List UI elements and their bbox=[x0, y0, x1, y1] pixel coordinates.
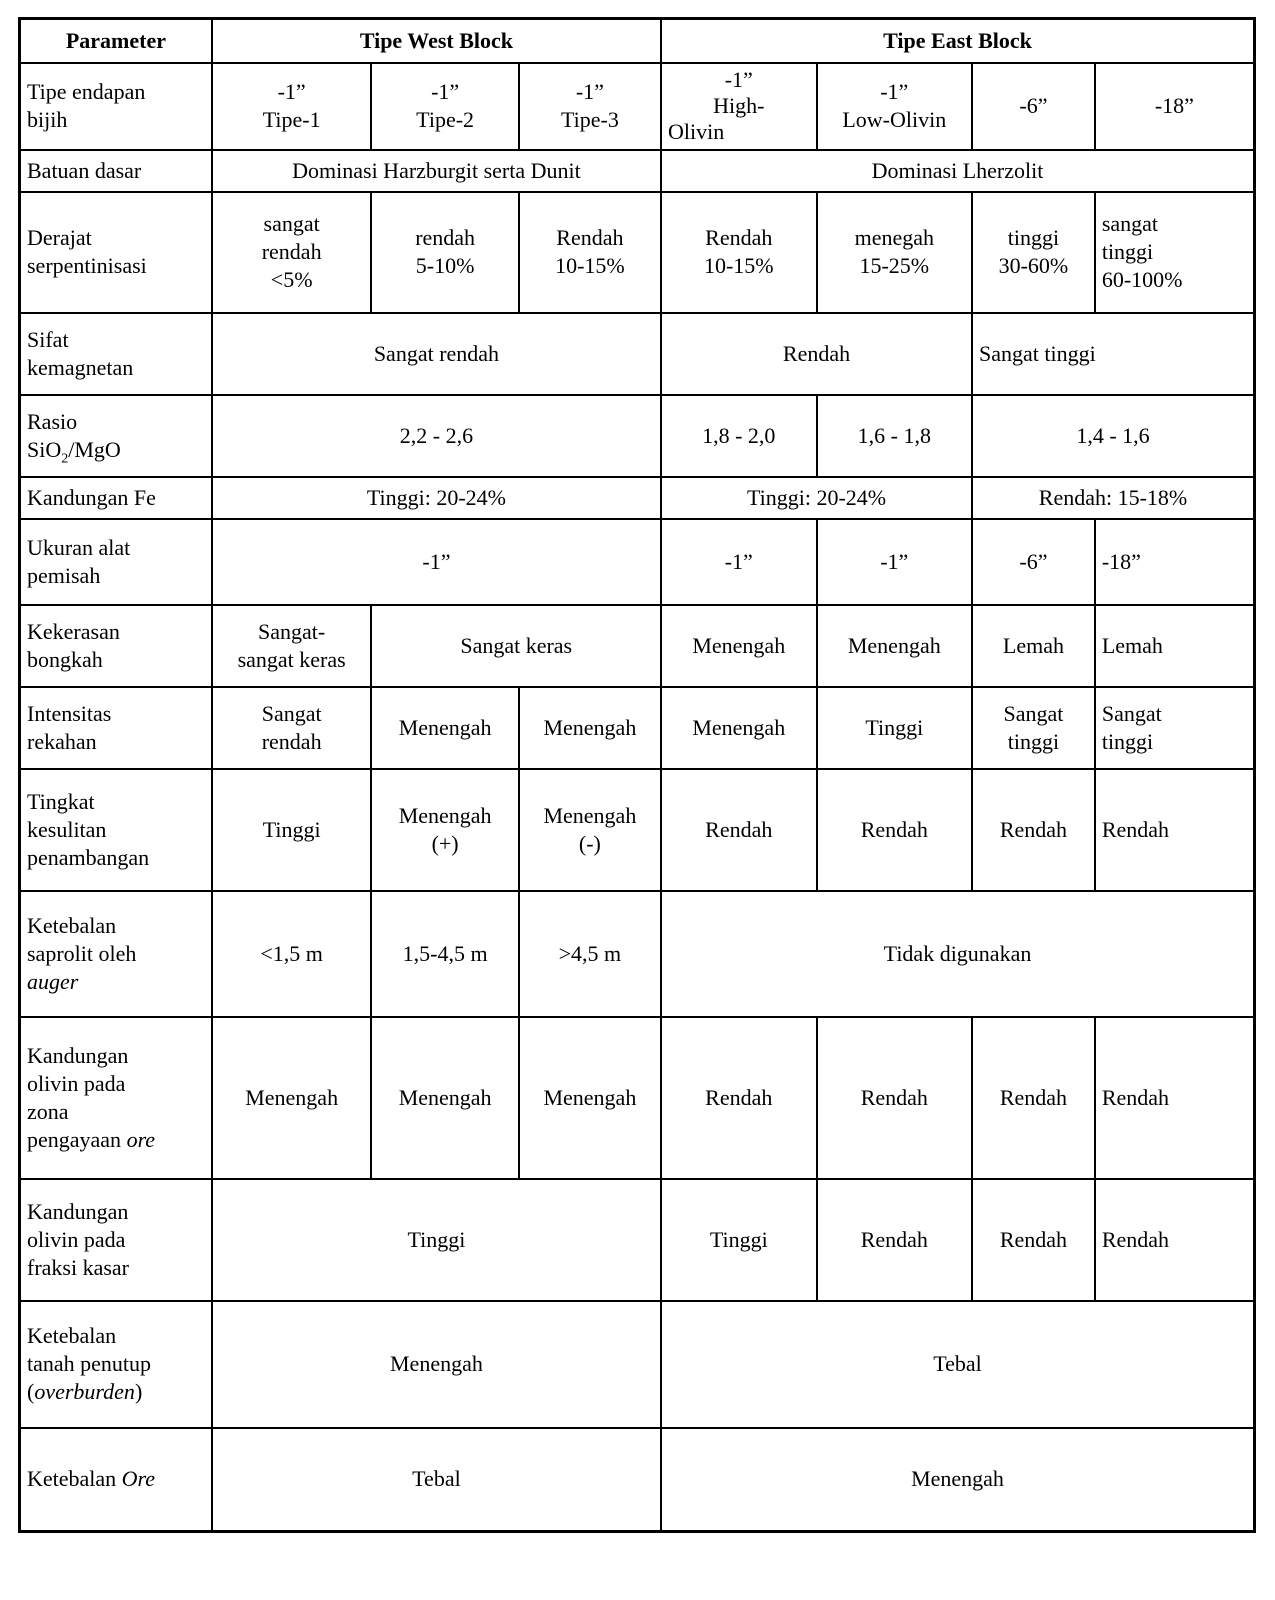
param-label: Ketebalan saprolit oleh auger bbox=[20, 891, 212, 1017]
cell-west-1: Sangat rendah bbox=[212, 687, 372, 769]
cell-west-2: Menengah bbox=[371, 687, 518, 769]
row-kandungan-fe bbox=[20, 477, 1255, 519]
cell-east-1: 1,8 - 2,0 bbox=[661, 395, 817, 477]
cell-east-1: Menengah bbox=[661, 605, 817, 687]
cell-west-2: 1,5-4,5 m bbox=[371, 891, 518, 1017]
cell-west-1: <1,5 m bbox=[212, 891, 372, 1017]
cell-east-3: Rendah bbox=[972, 769, 1095, 891]
cell-east-1: -1” bbox=[661, 519, 817, 605]
header-row bbox=[20, 19, 1255, 63]
row-serpentinisasi bbox=[20, 192, 1255, 313]
cell-east-2: -1” bbox=[817, 519, 973, 605]
cell-east-1: Menengah bbox=[661, 687, 817, 769]
header-west-block: Tipe West Block bbox=[212, 19, 661, 63]
cell-east-4: Rendah bbox=[1095, 1179, 1255, 1301]
cell-east-3: -6” bbox=[972, 519, 1095, 605]
cell-west-3: Rendah 10-15% bbox=[519, 192, 661, 313]
param-label: Kekerasan bongkah bbox=[20, 605, 212, 687]
cell-west-1: Tinggi bbox=[212, 769, 372, 891]
cell-east-3: Rendah bbox=[972, 1017, 1095, 1179]
cell-west-2: rendah 5-10% bbox=[371, 192, 518, 313]
cell-west-2-3: Sangat keras bbox=[371, 605, 661, 687]
cell-west: Menengah bbox=[212, 1301, 661, 1428]
cell-east-4: Sangat tinggi bbox=[1095, 687, 1255, 769]
row-batuan-dasar bbox=[20, 150, 1255, 192]
cell-east-4: -18” bbox=[1095, 519, 1255, 605]
cell-west: Tinggi bbox=[212, 1179, 661, 1301]
param-label: Kandungan Fe bbox=[20, 477, 212, 519]
cell-west-1: Sangat- sangat keras bbox=[212, 605, 372, 687]
cell-east-3-4: Rendah: 15-18% bbox=[972, 477, 1254, 519]
cell-east-4: Lemah bbox=[1095, 605, 1255, 687]
row-kemagnetan bbox=[20, 313, 1255, 395]
param-label: Batuan dasar bbox=[20, 150, 212, 192]
row-ore bbox=[20, 1428, 1255, 1532]
cell-east-2: 1,6 - 1,8 bbox=[817, 395, 973, 477]
cell-west-3: Menengah (-) bbox=[519, 769, 661, 891]
cell-east-2: -1” Low-Olivin bbox=[817, 63, 973, 150]
row-olivin-ore bbox=[20, 1017, 1255, 1179]
cell-west: Sangat rendah bbox=[212, 313, 661, 395]
param-label: Tingkat kesulitan penambangan bbox=[20, 769, 212, 891]
param-label: Kandungan olivin pada zona pengayaan ore bbox=[20, 1017, 212, 1179]
cell-east-1-2: Rendah bbox=[661, 313, 972, 395]
cell-east-1-2: Tinggi: 20-24% bbox=[661, 477, 972, 519]
row-rasio bbox=[20, 395, 1255, 477]
header-east-block: Tipe East Block bbox=[661, 19, 1254, 63]
cell-east-1: -1” High- Olivin bbox=[661, 63, 817, 150]
cell-west: Tebal bbox=[212, 1428, 661, 1532]
cell-west: 2,2 - 2,6 bbox=[212, 395, 661, 477]
cell-west-1: Menengah bbox=[212, 1017, 372, 1179]
row-kesulitan bbox=[20, 769, 1255, 891]
cell-east-2: Tinggi bbox=[817, 687, 973, 769]
row-saprolit bbox=[20, 891, 1255, 1017]
param-label: Derajat serpentinisasi bbox=[20, 192, 212, 313]
cell-west-3: >4,5 m bbox=[519, 891, 661, 1017]
cell-east-2: Rendah bbox=[817, 1017, 973, 1179]
param-label: Rasio SiO$_2$/MgO bbox=[20, 395, 212, 477]
row-overburden bbox=[20, 1301, 1255, 1428]
cell-east-4: sangat tinggi 60-100% bbox=[1095, 192, 1255, 313]
cell-east-3: Lemah bbox=[972, 605, 1095, 687]
cell-west: Tinggi: 20-24% bbox=[212, 477, 661, 519]
cell-east-1: Rendah bbox=[661, 1017, 817, 1179]
cell-east-3-4: Sangat tinggi bbox=[972, 313, 1254, 395]
cell-west-2: Menengah bbox=[371, 1017, 518, 1179]
row-olivin-kasar bbox=[20, 1179, 1255, 1301]
param-label: Ketebalan Ore bbox=[20, 1428, 212, 1532]
cell-east-3: Rendah bbox=[972, 1179, 1095, 1301]
cell-east-4: Rendah bbox=[1095, 1017, 1255, 1179]
cell-east-2: Rendah bbox=[817, 769, 973, 891]
param-label: Intensitas rekahan bbox=[20, 687, 212, 769]
cell-east-4: Rendah bbox=[1095, 769, 1255, 891]
row-ukuran bbox=[20, 519, 1255, 605]
cell-west-2: -1” Tipe-2 bbox=[371, 63, 518, 150]
cell-west-3: Menengah bbox=[519, 1017, 661, 1179]
cell-east-2: menegah 15-25% bbox=[817, 192, 973, 313]
cell-west-1: -1” Tipe-1 bbox=[212, 63, 372, 150]
cell-east: Dominasi Lherzolit bbox=[661, 150, 1254, 192]
cell-west-3: -1” Tipe-3 bbox=[519, 63, 661, 150]
cell-east-2: Menengah bbox=[817, 605, 973, 687]
cell-east-3-4: 1,4 - 1,6 bbox=[972, 395, 1254, 477]
cell-west-1: sangat rendah <5% bbox=[212, 192, 372, 313]
param-label: Ketebalan tanah penutup (overburden) bbox=[20, 1301, 212, 1428]
param-label: Kandungan olivin pada fraksi kasar bbox=[20, 1179, 212, 1301]
cell-west-2: Menengah (+) bbox=[371, 769, 518, 891]
cell-east-3: tinggi 30-60% bbox=[972, 192, 1095, 313]
cell-east: Tebal bbox=[661, 1301, 1254, 1428]
row-kekerasan bbox=[20, 605, 1255, 687]
param-label: Sifat kemagnetan bbox=[20, 313, 212, 395]
cell-east: Tidak digunakan bbox=[661, 891, 1254, 1017]
comparison-table bbox=[18, 17, 1256, 1533]
cell-west: -1” bbox=[212, 519, 661, 605]
cell-east-1: Tinggi bbox=[661, 1179, 817, 1301]
cell-east-3: Sangat tinggi bbox=[972, 687, 1095, 769]
cell-east-3: -6” bbox=[972, 63, 1095, 150]
cell-east: Menengah bbox=[661, 1428, 1254, 1532]
cell-west: Dominasi Harzburgit serta Dunit bbox=[212, 150, 661, 192]
param-label: Tipe endapan bijih bbox=[20, 63, 212, 150]
param-label: Ukuran alat pemisah bbox=[20, 519, 212, 605]
cell-east-4: -18” bbox=[1095, 63, 1255, 150]
cell-east-1: Rendah bbox=[661, 769, 817, 891]
cell-east-2: Rendah bbox=[817, 1179, 973, 1301]
cell-west-3: Menengah bbox=[519, 687, 661, 769]
header-parameter: Parameter bbox=[20, 19, 212, 63]
cell-east-1: Rendah 10-15% bbox=[661, 192, 817, 313]
row-tipe-endapan bbox=[20, 63, 1255, 150]
row-rekahan bbox=[20, 687, 1255, 769]
